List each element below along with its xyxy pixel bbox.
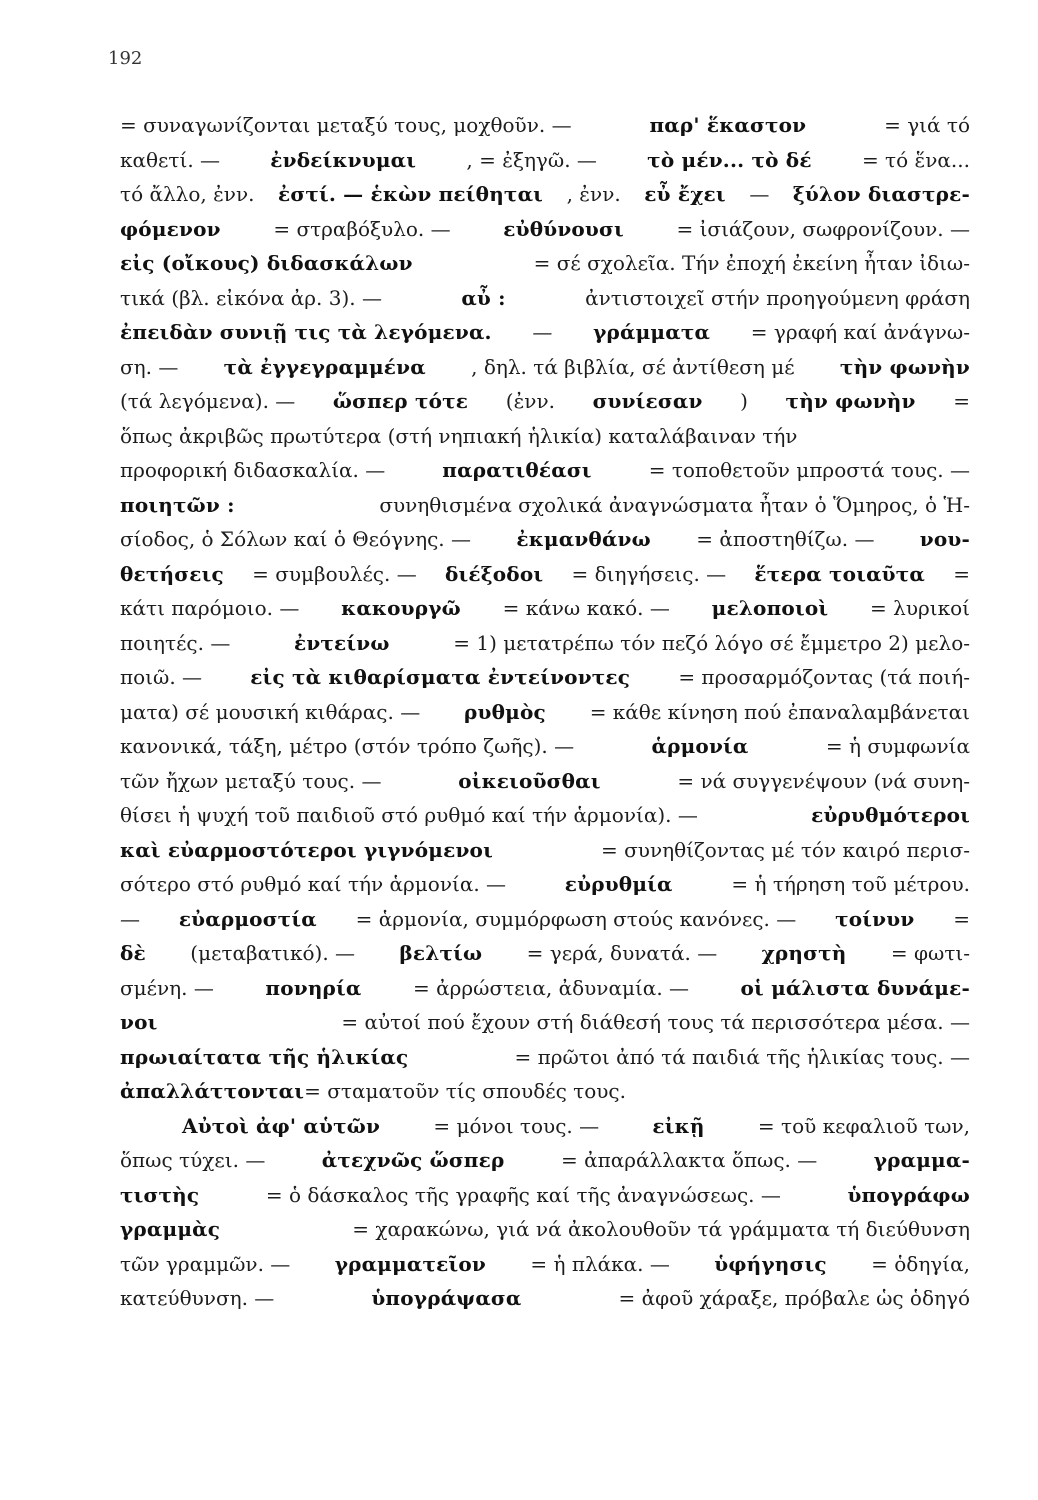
gloss-text: τῶν γραμμῶν. — xyxy=(120,1251,291,1276)
headword: παρατιθέασι xyxy=(442,458,592,482)
headword: ρυθμὸς xyxy=(464,699,546,724)
headword: ἁρμονία xyxy=(651,734,749,758)
text-line xyxy=(120,729,970,764)
text-line xyxy=(120,108,970,143)
gloss-text: ποιῶ. — xyxy=(120,665,203,689)
text-line xyxy=(120,1005,970,1040)
gloss-text: = ἀπαράλλακτα ὅπως. — xyxy=(561,1148,818,1172)
headword: ἐστί. — ἑκὼν πείθηται xyxy=(278,182,544,206)
headword: τὴν φωνὴν xyxy=(839,354,970,379)
headword: πρωιαίτατα τῆς ἡλικίας xyxy=(120,1044,409,1069)
gloss-text: = αὐτοί πού ἔχουν στή διάθεσή τους τά περισσότερα μέσα. — xyxy=(341,1010,970,1034)
headword: τὴν φωνὴν xyxy=(785,389,916,413)
gloss-text: ση. — xyxy=(120,354,179,379)
headword: καὶ εὐαρμοστότεροι γιγνόμενοι xyxy=(120,837,493,862)
gloss-text: = γραφή καί ἀνάγνω- xyxy=(750,320,970,344)
gloss-text: σότερο στό ρυθμό καί τήν ἁρμονία. — xyxy=(120,872,507,896)
glossary-text xyxy=(120,108,970,1316)
headword: ὑφήγησις xyxy=(714,1251,827,1276)
gloss-text: = ἁρμονία, συμμόρφωση στούς κανόνες. — xyxy=(355,906,797,931)
gloss-text: συνηθισμένα σχολικά ἀναγνώσματα ἦταν ὁ Ὅμηρος, ὁ Ἡ- xyxy=(379,492,970,517)
gloss-text: = τό ἕνα... xyxy=(861,147,970,172)
headword: γραμμὰς xyxy=(120,1217,221,1241)
headword: εἰς τὰ κιθαρίσματα ἐντείνοντες xyxy=(250,665,631,689)
headword: τὰ ἐγγεγραμμένα xyxy=(223,354,426,379)
headword: Αὐτοὶ ἀφ' αὑτῶν xyxy=(182,1113,381,1138)
gloss-text: — xyxy=(749,182,770,206)
gloss-text: ) xyxy=(740,389,748,413)
headword: νοι xyxy=(120,1010,158,1034)
headword: χρηστὴ xyxy=(761,941,847,965)
headword: συνίεσαν xyxy=(592,389,703,413)
headword: εὐθύνουσι xyxy=(503,216,624,241)
headword: εὐαρμοστία xyxy=(178,906,317,931)
headword: ἕτερα τοιαῦτα xyxy=(754,561,926,586)
gloss-text: = διηγήσεις. — xyxy=(571,561,727,586)
gloss-text: = μόνοι τους. — xyxy=(433,1113,600,1138)
headword: τὸ μέν... τὸ δέ xyxy=(647,147,812,172)
text-line xyxy=(120,522,970,557)
gloss-text: — xyxy=(120,906,140,931)
gloss-text: = ἀρρώστεια, ἀδυναμία. — xyxy=(413,975,690,1000)
gloss-text: ματα) σέ μουσική κιθάρας. — xyxy=(120,699,421,724)
headword: ἐντείνω xyxy=(293,630,390,655)
text-line xyxy=(120,177,970,212)
headword: φόμενον xyxy=(120,216,221,241)
gloss-text: σίοδος, ὁ Σόλων καί ὁ Θεόγνης. — xyxy=(120,527,472,551)
gloss-text: καθετί. — xyxy=(120,147,221,172)
text-line xyxy=(120,971,970,1006)
gloss-text: , ἐνν. xyxy=(566,182,621,206)
headword: ὑπογράψασα xyxy=(371,1286,522,1310)
gloss-text: = φωτι- xyxy=(890,941,970,965)
gloss-text: = χαρακώνω, γιά νά ἀκολουθοῦν τά γράμματα τή διεύθυνση xyxy=(352,1217,970,1241)
text-line xyxy=(120,350,970,385)
headword: οἰκειοῦσθαι xyxy=(458,768,601,793)
text-line xyxy=(120,212,970,247)
text-line xyxy=(120,1074,970,1109)
text-line xyxy=(120,1109,970,1144)
gloss-text: ποιητές. — xyxy=(120,630,231,655)
headword: ξύλον διαστρε- xyxy=(792,182,970,206)
headword: γραμματεῖον xyxy=(334,1251,486,1276)
gloss-text: προφορική διδασκαλία. — xyxy=(120,458,386,482)
headword: εὐρυθμότεροι xyxy=(811,803,970,827)
headword: ἀτεχνῶς ὥσπερ xyxy=(321,1148,505,1172)
text-line xyxy=(120,1281,970,1316)
gloss-text: σμένη. — xyxy=(120,975,214,1000)
gloss-text: , = ἐξηγῶ. — xyxy=(466,147,597,172)
text-line xyxy=(120,833,970,868)
headword: εἰκῇ xyxy=(652,1113,705,1138)
text-line xyxy=(120,1178,970,1213)
text-line xyxy=(120,246,970,281)
headword: αὖ : xyxy=(461,285,506,310)
text-line xyxy=(120,1247,970,1282)
headword: κακουργῶ xyxy=(341,596,461,620)
headword: βελτίω xyxy=(399,941,483,965)
text-line xyxy=(120,419,970,454)
gloss-text: = ἀφοῦ χάραξε, πρόβαλε ὡς ὁδηγό xyxy=(618,1286,970,1310)
gloss-text: = ὁδηγία, xyxy=(871,1251,970,1276)
text-line xyxy=(120,1040,970,1075)
headword: θετήσεις xyxy=(120,561,224,586)
gloss-text: = συνηθίζοντας μέ τόν καιρό περισ- xyxy=(601,837,970,862)
headword: ἀπαλλάττονται xyxy=(120,1079,305,1103)
gloss-text: = ἡ συμφωνία xyxy=(825,734,970,758)
headword: παρ' ἕκαστον xyxy=(649,113,807,137)
headword: νου- xyxy=(919,527,970,551)
headword: εἰς (οἴκους) διδασκάλων xyxy=(120,251,413,275)
gloss-text: (τά λεγόμενα). — xyxy=(120,389,296,413)
gloss-text: = xyxy=(953,561,970,586)
gloss-text: = τοῦ κεφαλιοῦ των, xyxy=(757,1113,970,1138)
gloss-text: = σταματοῦν τίς σπουδές τους. xyxy=(304,1079,626,1103)
headword: ὑπογράφω xyxy=(847,1182,970,1207)
gloss-text: = ἀποστηθίζω. — xyxy=(696,527,875,551)
gloss-text: = γερά, δυνατά. — xyxy=(526,941,718,965)
headword: εὖ ἔχει xyxy=(644,182,726,206)
gloss-text: = πρῶτοι ἀπό τά παιδιά τῆς ἡλικίας τους. — xyxy=(514,1044,970,1069)
text-line xyxy=(120,936,970,971)
gloss-text: = γιά τό xyxy=(884,113,970,137)
gloss-text: = λυρικοί xyxy=(870,596,970,620)
gloss-text: ἀντιστοιχεῖ στήν προηγούμενη φράση xyxy=(585,285,970,310)
gloss-text: = xyxy=(953,906,970,931)
gloss-text: = xyxy=(953,389,970,413)
text-line xyxy=(120,695,970,730)
gloss-text: τό ἄλλο, ἐνν. xyxy=(120,182,255,206)
headword: δὲ xyxy=(120,941,146,965)
gloss-text: θίσει ἡ ψυχή τοῦ παιδιοῦ στό ρυθμό καί τήν ἁρμονία). — xyxy=(120,803,698,827)
headword: οἱ μάλιστα δυνάμε- xyxy=(740,975,970,1000)
gloss-text: τικά (βλ. εἰκόνα ἀρ. 3). — xyxy=(120,285,383,310)
page-number: 192 xyxy=(108,48,143,69)
gloss-text: = ἡ πλάκα. — xyxy=(530,1251,670,1276)
headword: τιστὴς xyxy=(120,1182,200,1207)
gloss-text: = συναγωνίζονται μεταξύ τους, μοχθοῦν. — xyxy=(120,113,572,137)
gloss-text: = τοποθετοῦν μπροστά τους. — xyxy=(648,458,970,482)
gloss-text: = 1) μετατρέπω τόν πεζό λόγο σέ ἔμμετρο 2) μελο- xyxy=(453,630,970,655)
headword: γράμματα xyxy=(593,320,711,344)
text-line xyxy=(120,626,970,661)
headword: διέξοδοι xyxy=(444,561,544,586)
gloss-text: = κάνω κακό. — xyxy=(502,596,670,620)
headword: τοίνυν xyxy=(835,906,915,931)
text-line xyxy=(120,1143,970,1178)
headword: ἐνδείκνυμαι xyxy=(270,147,417,172)
gloss-text: ὅπως ἀκριβῶς πρωτύτερα (στή νηπιακή ἡλικία) καταλάβαιναν τήν xyxy=(120,423,798,448)
gloss-text: = νά συγγενέψουν (νά συνη- xyxy=(677,768,970,793)
text-line xyxy=(120,591,970,626)
gloss-text: — xyxy=(532,320,553,344)
gloss-text: = ὁ δάσκαλος τῆς γραφῆς καί τῆς ἀναγνώσεως. — xyxy=(265,1182,781,1207)
headword: ἐκμανθάνω xyxy=(516,527,651,551)
text-line xyxy=(120,1212,970,1247)
gloss-text: = σέ σχολεῖα. Τήν ἐποχή ἐκείνη ἦταν ἰδιω- xyxy=(533,251,970,275)
text-line xyxy=(120,902,970,937)
text-line xyxy=(120,798,970,833)
gloss-text: = συμβουλές. — xyxy=(252,561,417,586)
headword: γραμμα- xyxy=(873,1148,970,1172)
text-line xyxy=(120,315,970,350)
gloss-text: ὅπως τύχει. — xyxy=(120,1148,266,1172)
gloss-text: = ἰσιάζουν, σωφρονίζουν. — xyxy=(676,216,970,241)
gloss-text: = στραβόξυλο. — xyxy=(273,216,451,241)
text-line xyxy=(120,143,970,178)
headword: εὐρυθμία xyxy=(564,872,673,896)
gloss-text: = προσαρμόζοντας (τά ποιή- xyxy=(678,665,970,689)
gloss-text: = κάθε κίνηση πού ἐπαναλαμβάνεται xyxy=(589,699,970,724)
headword: ἐπειδὰν συνιῇ τις τὰ λεγόμενα. xyxy=(120,320,492,344)
text-line xyxy=(120,281,970,316)
text-line xyxy=(120,488,970,523)
gloss-text: (ἐνν. xyxy=(505,389,555,413)
text-line xyxy=(120,867,970,902)
headword: πονηρία xyxy=(265,975,362,1000)
text-line xyxy=(120,557,970,592)
headword: ποιητῶν : xyxy=(120,492,235,517)
gloss-text: , δηλ. τά βιβλία, σέ ἀντίθεση μέ xyxy=(471,354,795,379)
text-line xyxy=(120,764,970,799)
gloss-text: κάτι παρόμοιο. — xyxy=(120,596,300,620)
gloss-text: (μεταβατικό). — xyxy=(190,941,356,965)
headword: μελοποιοὶ xyxy=(711,596,829,620)
text-line xyxy=(120,384,970,419)
gloss-text: = ἡ τήρηση τοῦ μέτρου. xyxy=(731,872,970,896)
gloss-text: κανονικά, τάξη, μέτρο (στόν τρόπο ζωῆς). — xyxy=(120,734,575,758)
text-line xyxy=(120,453,970,488)
gloss-text: κατεύθυνση. — xyxy=(120,1286,275,1310)
gloss-text: τῶν ἤχων μεταξύ τους. — xyxy=(120,768,382,793)
text-line xyxy=(120,660,970,695)
headword: ὥσπερ τότε xyxy=(332,389,469,413)
